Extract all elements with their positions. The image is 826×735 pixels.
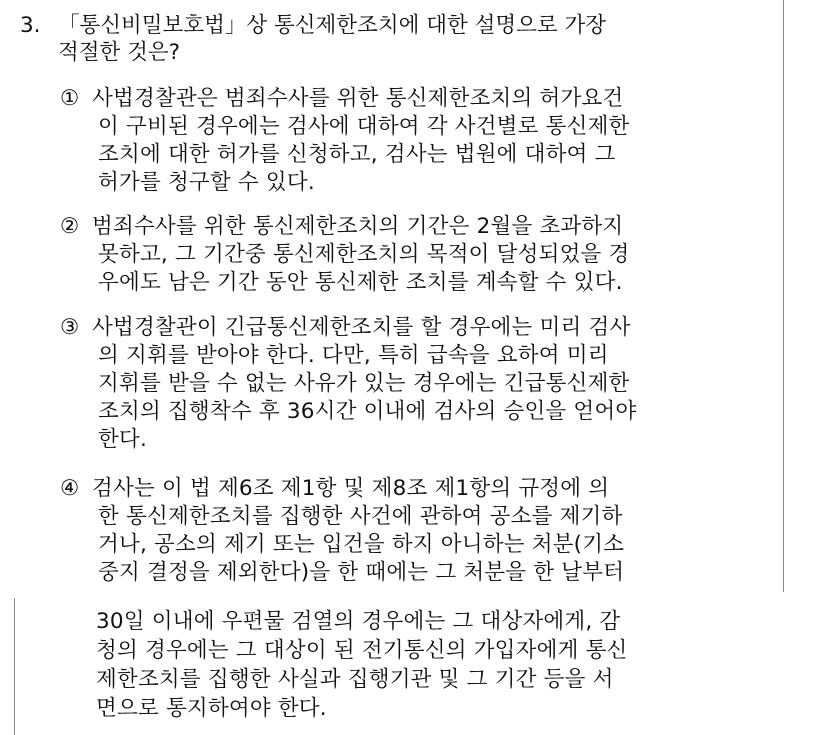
question-number: 3. xyxy=(20,13,41,38)
option-line: 한다. xyxy=(98,427,147,452)
option-1 xyxy=(60,85,785,197)
option-line xyxy=(60,85,785,113)
option-marker: ③ xyxy=(60,315,80,340)
question-line-2: 적절한 것은? xyxy=(58,40,181,65)
option-line: 허가를 청구할 수 있다. xyxy=(98,170,315,195)
option-line: 우에도 남은 기간 동안 통신제한 조치를 계속할 수 있다. xyxy=(98,270,623,295)
option-4 xyxy=(60,475,785,587)
question-stem xyxy=(20,12,780,66)
option-text: 사법경찰관은 범죄수사를 위한 통신제한조치의 허가요건 xyxy=(92,86,624,111)
option-marker: ① xyxy=(60,86,80,111)
option-line xyxy=(60,314,785,342)
continuation-line: 청의 경우에는 그 대상이 된 전기통신의 가입자에게 통신 xyxy=(96,638,628,663)
option-line: 거나, 공소의 제기 또는 입건을 하지 아니하는 처분(기소 xyxy=(98,532,625,557)
option-text: 검사는 이 법 제6조 제1항 및 제8조 제1항의 규정에 의 xyxy=(92,476,610,501)
column-divider-bottom xyxy=(14,598,15,735)
option-line: 의 지휘를 받아야 한다. 다만, 특히 급속을 요하여 미리 xyxy=(98,343,609,368)
option-2 xyxy=(60,213,785,297)
option-line: 못하고, 그 기간중 통신제한조치의 목적이 달성되었을 경 xyxy=(98,242,630,267)
option-text: 사법경찰관이 긴급통신제한조치를 할 경우에는 미리 검사 xyxy=(92,315,631,340)
question-line-1 xyxy=(20,12,780,39)
continuation-line: 제한조치를 집행한 사실과 집행기관 및 그 기간 등을 서 xyxy=(96,667,614,692)
option-text: 범죄수사를 위한 통신제한조치의 기간은 2월을 초과하지 xyxy=(92,214,624,239)
continuation-line: 30일 이내에 우편물 검열의 경우에는 그 대상자에게, 감 xyxy=(96,609,621,634)
option-line xyxy=(60,213,785,241)
continuation-line: 면으로 통지하여야 한다. xyxy=(96,696,327,721)
option-line: 이 구비된 경우에는 검사에 대하여 각 사건별로 통신제한 xyxy=(98,114,630,139)
option-line xyxy=(60,475,785,503)
question-text: 「통신비밀보호법」상 통신제한조치에 대한 설명으로 가장 xyxy=(58,13,607,38)
option-line: 조치의 집행착수 후 36시간 이내에 검사의 승인을 얻어야 xyxy=(98,399,637,424)
option-3 xyxy=(60,314,785,454)
option-line: 중지 결정을 제외한다)을 한 때에는 그 처분을 한 날부터 xyxy=(98,560,625,585)
option-marker: ④ xyxy=(60,476,80,501)
option-4-continuation xyxy=(96,607,786,723)
option-marker: ② xyxy=(60,214,80,239)
option-line: 조치에 대한 허가를 신청하고, 검사는 법원에 대하여 그 xyxy=(98,142,616,167)
option-line: 지휘를 받을 수 없는 사유가 있는 경우에는 긴급통신제한 xyxy=(98,371,630,396)
option-line: 한 통신제한조치를 집행한 사건에 관하여 공소를 제기하 xyxy=(98,504,623,529)
